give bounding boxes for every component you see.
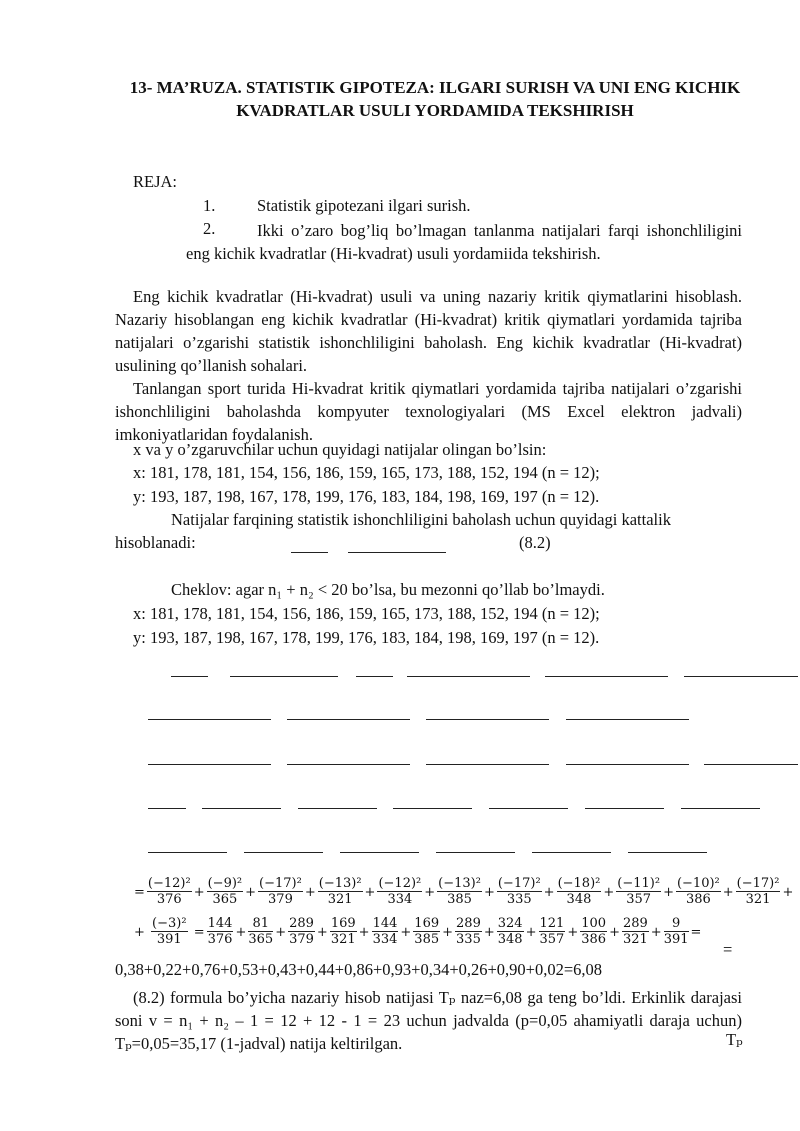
- fraction-denominator: 321: [622, 932, 648, 947]
- plus-sign: +: [543, 884, 555, 900]
- fraction-numerator: 144: [207, 916, 233, 931]
- equation-placeholder-line: [148, 852, 227, 853]
- calc-intro: Natijalar farqining statistik ishonchliligini baholash uchun quyidagi kattalik: [171, 510, 671, 529]
- fraction: [207, 916, 234, 948]
- fraction-denominator: 385: [447, 892, 472, 907]
- fraction-numerator: (−17)²: [259, 876, 302, 891]
- x-values-repeat: x: 181, 178, 181, 154, 156, 186, 159, 165, 173, 188, 152, 194 (n = 12);: [133, 604, 600, 623]
- fraction: [539, 916, 566, 948]
- equation-placeholder-line: [566, 764, 689, 765]
- fraction-numerator: (−9)²: [207, 876, 243, 891]
- plus-sign: +: [483, 924, 495, 940]
- paragraph-2: Tanlangan sport turida Hi-kvadrat kritik qiymatlari yordamida tajriba natijalari o’zgarishi ishonchliligini baholashda kompyuter texnologiyalari (MS Excel elektron jadvali) imkoniyatlaridan foydalanish.: [115, 379, 742, 444]
- chi-square-equation-row-1: = $\frac{\text{(−12)²}}{376}$ + $\frac{\text{(−9)²}}{365}$ + $\frac{\text{(−17)²}}{379}$ + $\frac{\text{(−13)²}}{321}$ + $\frac{\text{(−12)²}}{334}$ + $\frac{\text{(−13)²}}{385}$ + $\frac{\text{(−17)²}}{335}$ + $\frac{\text{(−18)²}}{348}$ + $\frac{\text{(−11)²}}{357}$ + $\frac{\text{(−10)²}}{386}$ + $\frac{\text{(−17)²}}{321}$ +: [134, 876, 794, 907]
- fraction: [372, 916, 399, 948]
- fraction-denominator: 321: [330, 932, 356, 947]
- fraction-denominator: 348: [566, 892, 592, 907]
- equation-placeholder-line: [407, 676, 530, 677]
- fraction: [622, 916, 649, 948]
- chi-square-equation-row-2: + $\frac{\text{(−3)²}}{391}$ = $\frac{144}{376}$ + $\frac{81}{365}$ + $\frac{289}{379}$ + $\frac{169}{321}$ + $\frac{144}{334}$ + $\frac{169}{385}$ + $\frac{289}{335}$ + $\frac{324}{348}$ + $\frac{121}{357}$ + $\frac{100}{386}$ + $\frac{289}{321}$ + $\frac{9}{391}$ =: [134, 916, 702, 947]
- fraction-numerator: 81: [248, 916, 273, 932]
- fraction-numerator: (−11)²: [617, 876, 661, 891]
- fraction-numerator: 9: [664, 916, 689, 932]
- xy-intro: x va y o’zgaruvchilar uchun quyidagi natijalar olingan bo’lsin:: [133, 440, 547, 459]
- fraction-denominator: 386: [581, 932, 607, 947]
- fraction-numerator: 169: [330, 916, 356, 931]
- plus-sign: +: [400, 924, 412, 940]
- plan-item-1-number: 1.: [203, 196, 216, 215]
- equation-placeholder-line: [681, 808, 760, 809]
- equation-placeholder-line: [532, 852, 611, 853]
- plus-sign: +: [722, 884, 734, 900]
- plus-sign: +: [275, 924, 287, 940]
- equation-placeholder-line: [393, 808, 472, 809]
- fraction-numerator: 289: [456, 916, 481, 931]
- equation-placeholder-line: [230, 676, 338, 677]
- fraction: [207, 876, 244, 908]
- equation-placeholder-line: [244, 852, 323, 853]
- fraction: [288, 916, 315, 948]
- plan-item-2-number: 2.: [203, 219, 216, 238]
- plan-item-1-text: Statistik gipotezani ilgari surish.: [257, 196, 471, 215]
- y-values: y: 193, 187, 198, 167, 178, 199, 176, 183, 184, 198, 169, 197 (n = 12).: [133, 487, 600, 506]
- plus-sign: +: [358, 924, 370, 940]
- fraction-numerator: 289: [289, 916, 314, 931]
- calc-intro-end: hisoblanadi:: [115, 533, 196, 552]
- equation-placeholder-line: [287, 764, 410, 765]
- fraction: [330, 916, 357, 948]
- fraction-denominator: 357: [626, 892, 652, 907]
- trailing-symbol: Tₚ: [726, 1030, 743, 1049]
- equation-placeholder-line: [426, 719, 549, 720]
- fraction-numerator: 144: [372, 916, 398, 931]
- formula-number: (8.2): [519, 533, 551, 552]
- fraction: [455, 916, 482, 948]
- fraction-denominator: 379: [268, 892, 293, 907]
- equation-placeholder-line: [148, 719, 271, 720]
- plan-label: REJA:: [133, 172, 178, 191]
- fraction: [616, 876, 661, 908]
- fraction-numerator: (−17)²: [736, 876, 780, 891]
- equation-placeholder-line: [436, 852, 515, 853]
- fraction: [676, 876, 721, 908]
- fraction-denominator: 335: [456, 932, 481, 947]
- fraction-denominator: 321: [327, 892, 353, 907]
- fraction-denominator: 365: [212, 892, 238, 907]
- fraction-denominator: 334: [372, 932, 398, 947]
- fraction-numerator: (−13)²: [438, 876, 481, 891]
- plan-item-2-text: Ikki o’zaro bog’liq bo’lmagan tanlanma natijalari farqi ishonchliligini eng kichik kvadratlar (Hi-kvadrat) usuli yordamiida tekshirish.: [186, 221, 742, 263]
- fraction-denominator: 365: [248, 932, 274, 947]
- equation-placeholder-line: [545, 676, 668, 677]
- fraction-denominator: 357: [539, 932, 565, 947]
- fraction: $\frac{\text{(−3)²}}{391}$: [152, 916, 187, 947]
- plus-sign: +: [364, 884, 376, 900]
- fraction: [258, 876, 303, 908]
- fraction-denominator: 334: [387, 892, 413, 907]
- fraction: [497, 916, 524, 948]
- equation-placeholder-line: [628, 852, 707, 853]
- equation-placeholder-line: [585, 808, 664, 809]
- plus-sign: +: [304, 884, 316, 900]
- fraction-numerator: 100: [581, 916, 607, 931]
- equation-placeholder-line: [356, 676, 393, 677]
- conclusion-paragraph: [115, 986, 742, 1055]
- fraction-numerator: (−13)²: [318, 876, 362, 891]
- fraction: [497, 876, 542, 908]
- equation-placeholder-line: [148, 808, 186, 809]
- equation-placeholder-line: [340, 852, 419, 853]
- sum-result-line: 0,38+0,22+0,76+0,53+0,43+0,44+0,86+0,93+0,34+0,26+0,90+0,02=6,08: [115, 960, 603, 979]
- fraction: [147, 876, 192, 908]
- fraction-numerator: 289: [622, 916, 648, 931]
- formula-placeholder-line: [348, 552, 446, 553]
- equation-placeholder-line: [684, 676, 798, 677]
- equation-placeholder-line: [489, 808, 568, 809]
- fraction: [557, 876, 602, 908]
- plus-sign: +: [316, 924, 328, 940]
- plus-sign: +: [235, 924, 247, 940]
- fraction: [248, 916, 273, 948]
- fraction-denominator: 348: [497, 932, 523, 947]
- equation-placeholder-line: [566, 719, 689, 720]
- plus-sign: +: [603, 884, 615, 900]
- fraction-numerator: (−12)²: [378, 876, 422, 891]
- fraction-numerator: 169: [414, 916, 440, 931]
- x-values: x: 181, 178, 181, 154, 156, 186, 159, 165, 173, 188, 152, 194 (n = 12);: [133, 463, 600, 482]
- fraction-numerator: (−10)²: [676, 876, 720, 891]
- fraction-denominator: 335: [506, 892, 532, 907]
- equation-placeholder-line: [298, 808, 377, 809]
- fraction: [318, 876, 363, 908]
- fraction-denominator: 385: [414, 932, 440, 947]
- plus-sign: +: [567, 924, 579, 940]
- plus-sign: +: [663, 884, 674, 900]
- y-values-repeat: y: 193, 187, 198, 167, 178, 199, 176, 183, 184, 198, 169, 197 (n = 12).: [133, 628, 600, 647]
- equation-placeholder-line: [148, 764, 271, 765]
- conclusion-text: (8.2) formula bo’yicha nazariy hisob natijasi Tₚ naz=6,08 ga teng bo’ldi. Erkinlik darajasi soni v = n₁ + n₂ – 1 = 12 + 12 - 1 = 23 uchun jadvalda (p=0,05 ahamiyatli daraja uchun) Tₚ=0,05=35,17 (1-jadval) natija keltirilgan.: [115, 988, 742, 1053]
- fraction-numerator: 324: [497, 916, 523, 931]
- equals-sign: =: [723, 940, 733, 959]
- fraction-numerator: (−17)²: [497, 876, 541, 891]
- equation-placeholder-line: [202, 808, 281, 809]
- fraction: [437, 876, 482, 908]
- plus-sign: +: [483, 884, 495, 900]
- fraction-numerator: (−12)²: [147, 876, 191, 891]
- fraction-denominator: 379: [289, 932, 314, 947]
- fraction: [377, 876, 422, 908]
- plus-sign: +: [442, 924, 454, 940]
- equation-placeholder-line: [287, 719, 410, 720]
- fraction-denominator: 376: [156, 892, 182, 907]
- plus-sign: +: [424, 884, 436, 900]
- formula-placeholder-line: [291, 552, 328, 553]
- plus-sign: +: [609, 924, 620, 940]
- fraction: [736, 876, 781, 908]
- lecture-title: 13- MA’RUZA. STATISTIK GIPOTEZA: ILGARI SURISH VA UNI ENG KICHIK KVADRATLAR USULI YORDAMIDA TEKSHIRISH: [129, 78, 741, 120]
- fraction: [580, 916, 607, 948]
- fraction-numerator: (−18)²: [557, 876, 601, 891]
- equation-placeholder-line: [704, 764, 798, 765]
- plus-sign: +: [193, 884, 205, 900]
- plus-sign: +: [650, 924, 662, 940]
- equation-placeholder-line: [426, 764, 549, 765]
- equation-placeholder-line: [171, 676, 208, 677]
- fraction-denominator: 376: [207, 932, 233, 947]
- plus-sign: +: [525, 924, 537, 940]
- fraction-denominator: 391: [663, 932, 689, 947]
- plus-sign: +: [245, 884, 257, 900]
- fraction-denominator: 321: [745, 892, 771, 907]
- restriction-note: Cheklov: agar n₁ + n₂ < 20 bo’lsa, bu mezonni qo’llab bo’lmaydi.: [171, 580, 605, 599]
- fraction-list: [146, 876, 782, 907]
- paragraph-1: Eng kichik kvadratlar (Hi-kvadrat) usuli va uning nazariy kritik qiymatlarini hisoblash. Nazariy hisoblangan eng kichik kvadratlar (Hi-kvadrat) kritik qiymatlari yordamida tajriba natijalari o’zgarishi statistik ishonchliligini baholash. Eng kichik kvadratlar (Hi-kvadrat) usulining qo’llanish sohalari.: [115, 287, 742, 375]
- fraction: [664, 916, 689, 948]
- fraction-denominator: 386: [685, 892, 711, 907]
- fraction: [413, 916, 440, 948]
- fraction-numerator: 121: [539, 916, 565, 931]
